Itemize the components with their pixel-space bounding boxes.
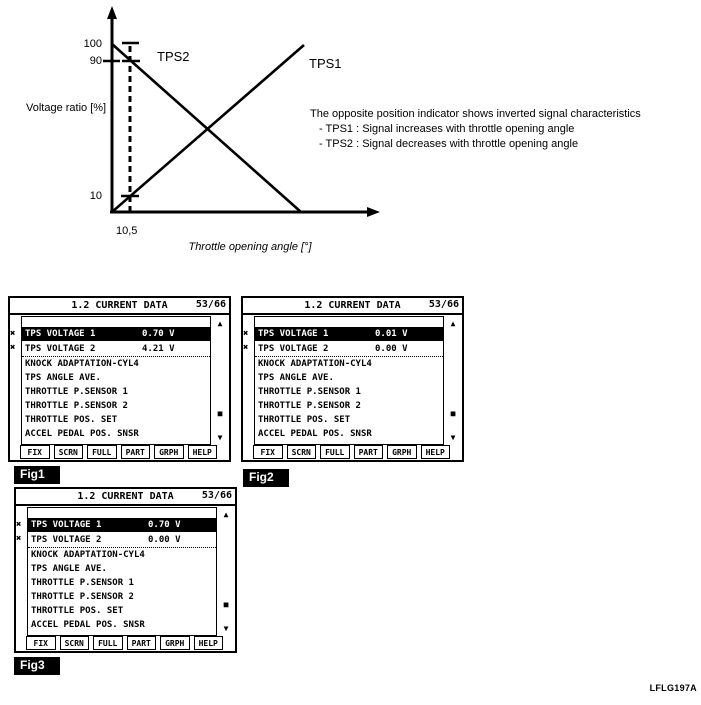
page-counter: 53/66 [201, 490, 232, 501]
scroll-up-icon[interactable]: ▲ [223, 510, 229, 519]
param-label: TPS VOLTAGE 2 [31, 534, 102, 545]
scan-tool-screen-fig1 [8, 296, 231, 462]
param-label: THROTTLE POS. SET [31, 606, 124, 616]
list-item[interactable] [28, 604, 216, 618]
list-item[interactable] [28, 576, 216, 590]
param-label: THROTTLE P.SENSOR 2 [258, 401, 361, 411]
screen-title: 1.2 CURRENT DATA [304, 300, 401, 311]
list-item[interactable] [22, 357, 210, 371]
list-item[interactable] [255, 385, 443, 399]
tracked-marker-icon: ✖ [243, 343, 249, 353]
scrollbar[interactable] [217, 507, 235, 636]
marker-column [243, 316, 254, 445]
scroll-down-icon[interactable]: ▼ [223, 624, 229, 633]
param-label: ACCEL PEDAL POS. SNSR [31, 620, 145, 630]
screen-titlebar [243, 298, 462, 315]
scroll-thumb-icon[interactable]: ■ [450, 409, 456, 418]
param-label: THROTTLE POS. SET [25, 415, 118, 425]
screen-body [10, 315, 229, 445]
y-tick-90: 90 [89, 55, 102, 67]
param-label: TPS VOLTAGE 2 [258, 343, 329, 354]
grph-button[interactable]: GRPH [154, 445, 184, 459]
note-line-2: - TPS1 : Signal increases with throttle opening angle [319, 123, 575, 135]
fix-button[interactable]: FIX [253, 445, 283, 459]
list-item[interactable] [22, 413, 210, 427]
fix-button[interactable]: FIX [26, 636, 56, 650]
list-item[interactable] [22, 371, 210, 385]
y-tick-100: 100 [83, 38, 102, 50]
list-item[interactable] [255, 341, 443, 357]
screen-title: 1.2 CURRENT DATA [71, 300, 168, 311]
page-counter: 53/66 [428, 299, 459, 310]
x-axis-arrow-icon [367, 207, 380, 217]
screen-body [16, 506, 235, 636]
scrn-button[interactable]: SCRN [287, 445, 317, 459]
list-item-selected[interactable] [22, 327, 210, 341]
param-label: ACCEL PEDAL POS. SNSR [25, 429, 139, 439]
part-button[interactable]: PART [127, 636, 157, 650]
param-label: TPS VOLTAGE 1 [31, 520, 102, 530]
screen-titlebar [10, 298, 229, 315]
softkey-row [10, 445, 229, 459]
param-value: 0.01 V [375, 329, 408, 339]
tps1-series-label: TPS1 [309, 56, 342, 71]
param-label: THROTTLE P.SENSOR 2 [25, 401, 128, 411]
parameter-list [21, 316, 211, 445]
grph-button[interactable]: GRPH [387, 445, 417, 459]
chart-note [310, 107, 700, 152]
softkey-row [243, 445, 462, 459]
parameter-list [254, 316, 444, 445]
param-label: KNOCK ADAPTATION-CYL4 [258, 359, 372, 369]
param-value: 0.00 V [375, 343, 408, 354]
screen-body [243, 315, 462, 445]
x-axis-title: Throttle opening angle [°] [188, 241, 312, 253]
tracked-marker-icon: ✖ [16, 534, 22, 544]
scrn-button[interactable]: SCRN [54, 445, 84, 459]
param-label: TPS ANGLE AVE. [31, 564, 107, 574]
help-button[interactable]: HELP [194, 636, 224, 650]
page-counter: 53/66 [195, 299, 226, 310]
tracked-marker-icon: ✖ [10, 343, 16, 353]
param-label: THROTTLE P.SENSOR 2 [31, 592, 134, 602]
part-button[interactable]: PART [121, 445, 151, 459]
list-item[interactable] [22, 341, 210, 357]
list-item[interactable] [255, 371, 443, 385]
figure-label-fig1: Fig1 [14, 466, 60, 484]
help-button[interactable]: HELP [421, 445, 451, 459]
screen-titlebar [16, 489, 235, 506]
list-item[interactable] [22, 427, 210, 441]
param-value: 4.21 V [142, 343, 175, 354]
part-button[interactable]: PART [354, 445, 384, 459]
full-button[interactable]: FULL [87, 445, 117, 459]
marker-column [16, 507, 27, 636]
param-label: THROTTLE P.SENSOR 1 [258, 387, 361, 397]
tracked-marker-icon: ✖ [10, 329, 16, 339]
list-item[interactable] [22, 399, 210, 413]
y-tick-10: 10 [89, 190, 102, 202]
list-item[interactable] [28, 562, 216, 576]
list-item[interactable] [22, 385, 210, 399]
list-item-selected[interactable] [255, 327, 443, 341]
full-button[interactable]: FULL [320, 445, 350, 459]
softkey-row [16, 636, 235, 650]
list-item[interactable] [28, 618, 216, 632]
x-tick-10-5: 10,5 [116, 225, 138, 237]
list-item[interactable] [255, 427, 443, 441]
list-item[interactable] [255, 413, 443, 427]
param-label: TPS VOLTAGE 1 [258, 329, 329, 339]
param-label: TPS VOLTAGE 1 [25, 329, 96, 339]
list-item[interactable] [255, 399, 443, 413]
note-line-3: - TPS2 : Signal decreases with throttle opening angle [319, 138, 579, 150]
tracked-marker-icon: ✖ [243, 329, 249, 339]
param-label: TPS VOLTAGE 2 [25, 343, 96, 354]
parameter-list [27, 507, 217, 636]
param-value: 0.00 V [148, 534, 181, 545]
grph-button[interactable]: GRPH [160, 636, 190, 650]
marker-column [10, 316, 21, 445]
param-value: 0.70 V [142, 329, 175, 339]
scroll-up-icon[interactable]: ▲ [217, 319, 223, 328]
tracked-marker-icon: ✖ [16, 520, 22, 530]
param-label: THROTTLE P.SENSOR 1 [31, 578, 134, 588]
param-label: ACCEL PEDAL POS. SNSR [258, 429, 372, 439]
scroll-up-icon[interactable]: ▲ [450, 319, 456, 328]
scrn-button[interactable]: SCRN [60, 636, 90, 650]
scrollbar[interactable] [444, 316, 462, 445]
note-line-1: The opposite position indicator shows inverted signal characteristics [310, 108, 641, 120]
list-item[interactable] [255, 357, 443, 371]
param-label: THROTTLE POS. SET [258, 415, 351, 425]
param-label: TPS ANGLE AVE. [258, 373, 334, 383]
figure-code: LFLG197A [649, 683, 697, 693]
help-button[interactable]: HELP [188, 445, 218, 459]
scroll-thumb-icon[interactable]: ■ [223, 600, 229, 609]
tps2-series-label: TPS2 [157, 49, 190, 64]
scan-tool-screen-fig2 [241, 296, 464, 462]
figure-label-fig2: Fig2 [243, 469, 289, 487]
screen-title: 1.2 CURRENT DATA [77, 491, 174, 502]
scroll-down-icon[interactable]: ▼ [217, 433, 223, 442]
scrollbar[interactable] [211, 316, 229, 445]
list-item-selected[interactable] [28, 518, 216, 532]
y-axis-arrow-icon [107, 6, 117, 19]
param-label: THROTTLE P.SENSOR 1 [25, 387, 128, 397]
scan-tool-screen-fig3 [14, 487, 237, 653]
list-item[interactable] [28, 548, 216, 562]
y-axis-title: Voltage ratio [%] [26, 102, 107, 114]
list-item[interactable] [28, 590, 216, 604]
full-button[interactable]: FULL [93, 636, 123, 650]
param-label: KNOCK ADAPTATION-CYL4 [31, 550, 145, 560]
fix-button[interactable]: FIX [20, 445, 50, 459]
figure-label-fig3: Fig3 [14, 657, 60, 675]
scroll-thumb-icon[interactable]: ■ [217, 409, 223, 418]
scroll-down-icon[interactable]: ▼ [450, 433, 456, 442]
list-item[interactable] [28, 532, 216, 548]
param-value: 0.70 V [148, 520, 181, 530]
param-label: KNOCK ADAPTATION-CYL4 [25, 359, 139, 369]
param-label: TPS ANGLE AVE. [25, 373, 101, 383]
